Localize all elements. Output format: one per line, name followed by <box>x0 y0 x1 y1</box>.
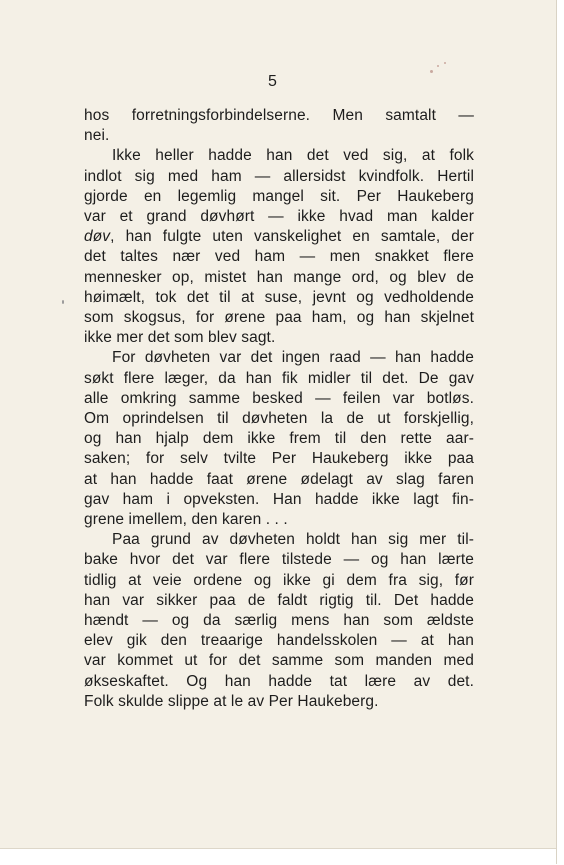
paragraph <box>84 106 474 146</box>
text-line: Om oprindelsen til døvheten la de ut forskjellig, <box>84 410 474 428</box>
paragraph <box>84 530 474 712</box>
text-line: økseskaftet. Og han hadde tat lære av det. <box>84 672 474 690</box>
text-line: indlot sig med ham — allersidst kvindfolk. Hertil <box>84 167 474 185</box>
text-line: Paa grund av døvheten holdt han sig mer til- <box>112 531 474 549</box>
text-line: mennesker op, mistet han mange ord, og blev de <box>84 268 474 286</box>
paper-speck <box>444 62 446 64</box>
paper-speck <box>437 65 439 67</box>
paragraph <box>84 146 474 348</box>
text-line: ikke mer det som blev sagt. <box>84 329 276 347</box>
text-line: det taltes nær ved ham — men snakket flere <box>84 248 474 266</box>
text-line: Ikke heller hadde han det ved sig, at folk <box>112 147 474 165</box>
text-line: saken; for selv tvilte Per Haukeberg ikke paa <box>84 450 474 468</box>
text-line: nei. <box>84 127 110 145</box>
text-line: og han hjalp dem ikke frem til den rette aar- <box>84 430 474 448</box>
text-line: hændt — og da særlig mens han som ældste <box>84 612 474 630</box>
text-line: var kommet ut for det samme som manden med <box>84 652 474 670</box>
text-line: Folk skulde slippe at le av Per Haukeberg. <box>84 692 379 710</box>
text-line: som skogsus, for ørene paa ham, og han skjelnet <box>84 309 474 327</box>
text-line: tidlig at veie ordene og ikke gi dem fra sig, før <box>84 571 474 589</box>
page-number: 5 <box>268 73 277 90</box>
text-line: For døvheten var det ingen raad — han hadde <box>112 349 474 367</box>
text-line: hos forretningsforbindelserne. Men samtalt — <box>84 107 474 124</box>
text-line: elev gik den treaarige handelsskolen — at han <box>84 632 474 650</box>
page-edge-bottom <box>0 848 556 865</box>
paper-speck <box>62 300 64 304</box>
text-line: alle omkring samme besked — feilen var botløs. <box>84 389 474 407</box>
page-edge-right <box>556 0 564 864</box>
text-line: var et grand døvhørt — ikke hvad man kalder <box>84 208 474 226</box>
text-line: han var sikker paa de faldt rigtig til. Det hadde <box>84 591 474 609</box>
emphasis-word: døv <box>84 228 111 246</box>
text-line: at han hadde faat ørene ødelagt av slag faren <box>84 470 474 488</box>
text-line: grene imellem, den karen . . . <box>84 511 288 529</box>
text-line: gav ham i opveksten. Han hadde ikke lagt fin- <box>84 490 474 508</box>
text-line: døv, han fulgte uten vanskelighet en samtale, der <box>84 228 474 246</box>
text-line: bake hvor det var flere tilstede — og han lærte <box>84 551 474 569</box>
paragraph <box>84 348 474 530</box>
text-line: gjorde en legemlig mangel sit. Per Haukeberg <box>84 187 474 205</box>
body-text <box>84 106 474 712</box>
text-line: høimælt, tok det til at suse, jevnt og vedholdende <box>84 288 474 306</box>
text-line: søkt flere læger, da han fik midler til det. De gav <box>84 369 474 387</box>
paper-speck <box>430 70 433 73</box>
